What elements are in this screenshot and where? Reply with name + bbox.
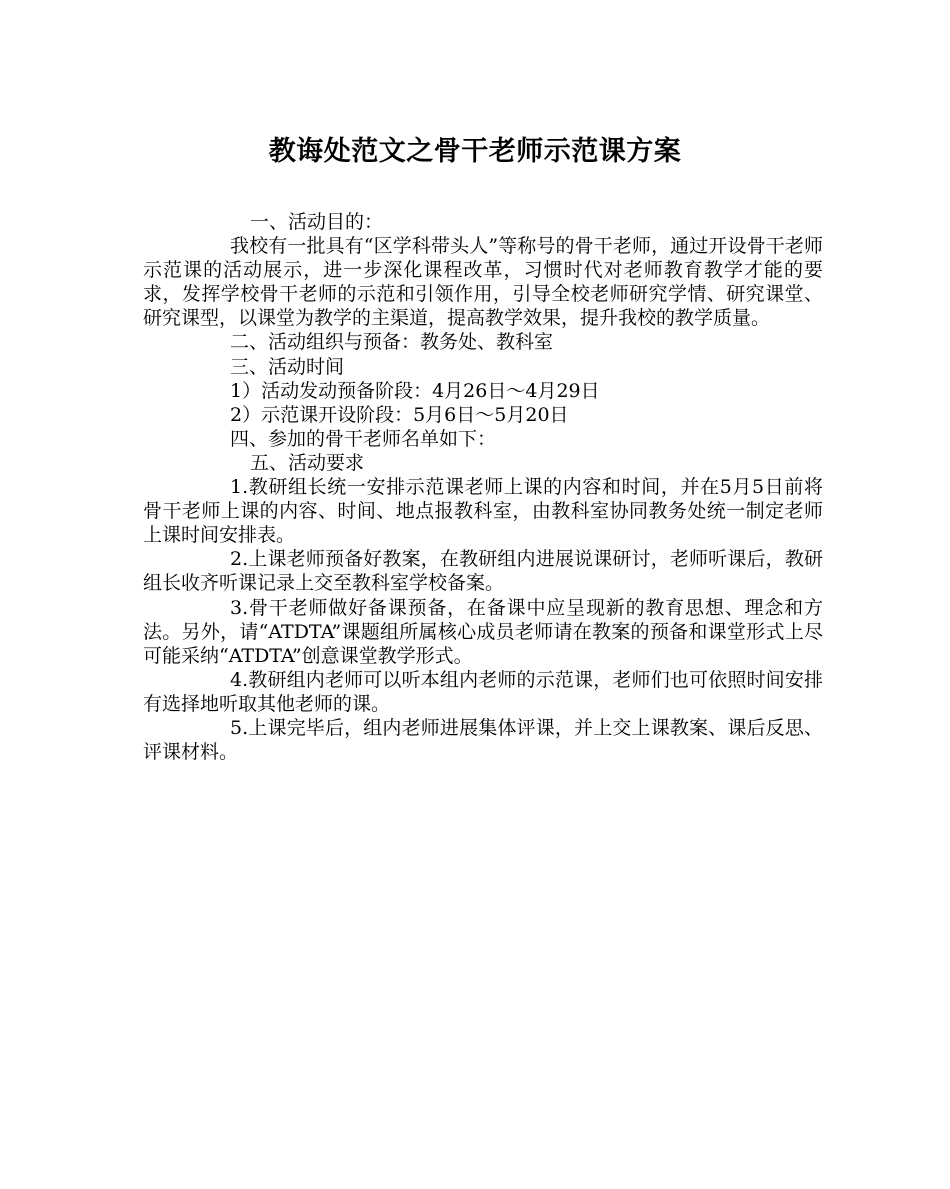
requirement-item-1: 1.教研组长统一安排示范课老师上课的内容和时间，并在5月5日前将骨干老师上课的内容、时间、地点报教科室，由教科室协同教务处统一制定老师上课时间安排表。 (143, 476, 823, 547)
time-item-1: 1）活动发动预备阶段：4月26日～4月29日 (230, 379, 600, 402)
requirement-item-2: 2.上课老师预备好教案，在教研组内进展说课研讨，老师听课后，教研组长收齐听课记录上交至教科室学校备案。 (143, 548, 823, 595)
requirement-item-4: 4.教研组内老师可以听本组内老师的示范课，老师们也可依照时间安排有选择地听取其他老师的课。 (143, 668, 823, 715)
section-heading-organization: 二、活动组织与预备：教务处、教科室 (230, 331, 554, 354)
requirement-item-3: 3.骨干老师做好备课预备，在备课中应呈现新的教育思想、理念和方法。另外，请“ATDTA”课题组所属核心成员老师请在教案的预备和课堂形式上尽可能采纳“ATDTA”创意课堂教学形式。 (143, 596, 823, 667)
time-item-2: 2）示范课开设阶段：5月6日～5月20日 (230, 403, 569, 426)
requirement-item-5: 5.上课完毕后，组内老师进展集体评课，并上交上课教案、课后反思、评课材料。 (143, 716, 823, 764)
section-heading-requirements: 五、活动要求 (250, 451, 365, 474)
document-title: 教诲处范文之骨干老师示范课方案 (268, 136, 682, 167)
paragraph-purpose: 我校有一批具有“区学科带头人”等称号的骨干老师，通过开设骨干老师示范课的活动展示，进一步深化课程改革，习惯时代对老师教育教学才能的要求，发挥学校骨干老师的示范和引领作用，引导全校老师研究学情、研究课堂、研究课型，以课堂为教学的主渠道，提高教学效果，提升我校的教学质量。 (143, 235, 823, 330)
document-body (143, 210, 823, 764)
section-heading-teachers: 四、参加的骨干老师名单如下： (230, 427, 497, 450)
section-heading-purpose: 一、活动目的： (250, 211, 384, 233)
section-heading-time: 三、活动时间 (230, 355, 345, 378)
